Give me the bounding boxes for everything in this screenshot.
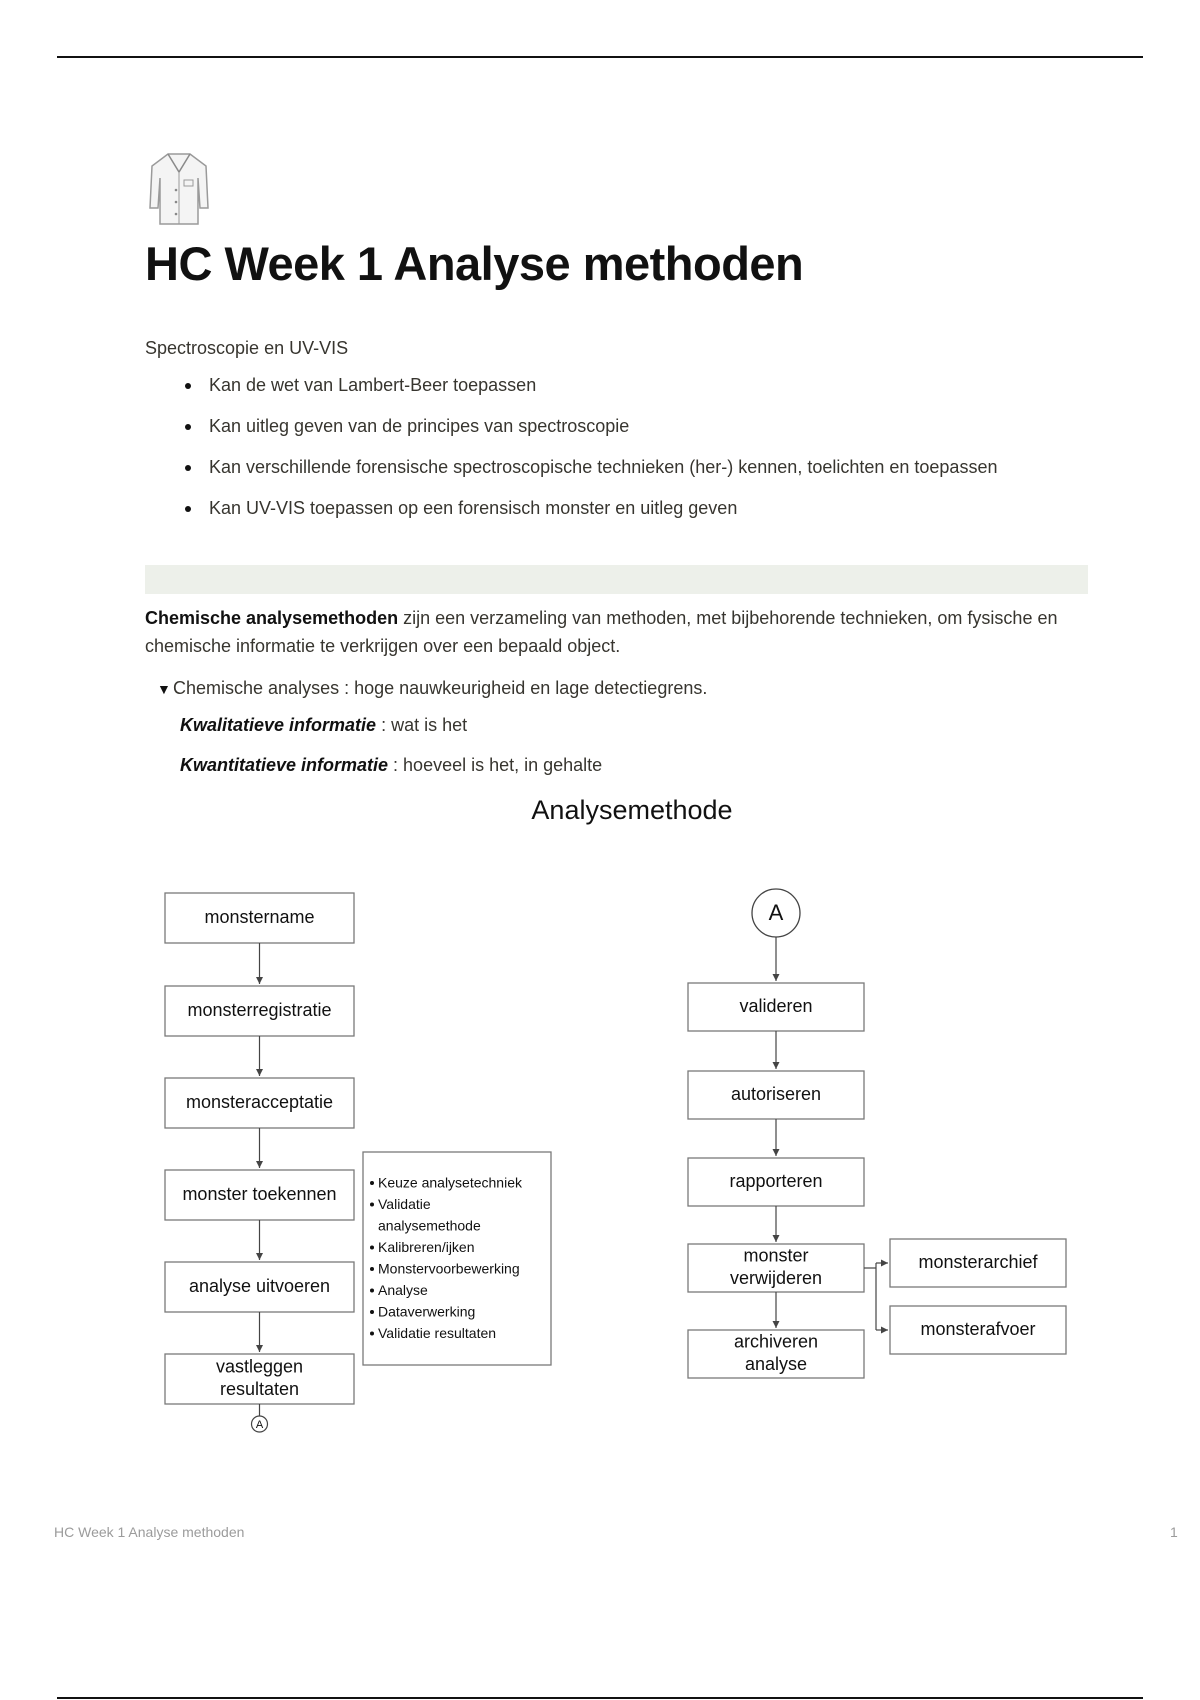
flow-step-box-label: resultaten (219, 1379, 300, 1399)
analysemethode-flowchart (150, 795, 1088, 1455)
flow-step-box-label: monsteracceptatie (185, 1091, 334, 1112)
lab-coat-icon (146, 150, 212, 226)
kwalitatieve-text: : wat is het (376, 715, 468, 735)
footer-title: HC Week 1 Analyse methoden (54, 1524, 245, 1540)
highlight-block (145, 565, 1088, 594)
details-bullet-icon (370, 1310, 374, 1314)
intro-text: zijn een verzameling van methoden, met bijbehorende technieken, om fysische en chemische informatie te verkrijgen over een bepaald object. (145, 608, 1058, 656)
details-bullet-icon (370, 1267, 374, 1271)
list-item-text: Kan verschillende forensische spectroscopische technieken (her-) kennen, toelichten en toepassen (209, 457, 998, 477)
details-item: Validatie (378, 1196, 431, 1213)
toggle-triangle-icon[interactable]: ▼ (157, 681, 171, 697)
details-item: Keuze analysetechniek (378, 1174, 522, 1191)
details-bullet-icon (370, 1246, 374, 1250)
flow-step-box-label: autoriseren (730, 1083, 822, 1104)
details-item: Dataverwerking (378, 1303, 476, 1320)
flow-step-box-label: archiveren (733, 1331, 819, 1352)
bullet-icon (185, 383, 191, 389)
list-item (145, 453, 1045, 481)
footer-page-number: 1 (1170, 1524, 1178, 1540)
flow-step-box-label: rapporteren (729, 1170, 823, 1191)
branch-step-box-label: monsterarchief (918, 1251, 1038, 1272)
details-bullet-icon (370, 1289, 374, 1293)
flow-step-box-label: monster toekennen (182, 1183, 337, 1204)
learning-goals-list (145, 371, 1045, 535)
details-item: Analyse (378, 1282, 428, 1299)
bottom-divider (57, 1697, 1143, 1699)
top-divider (57, 56, 1143, 58)
list-item (145, 412, 1045, 440)
kwalitatieve-label: Kwalitatieve informatie (180, 715, 377, 735)
details-item: Monstervoorbewerking (378, 1260, 520, 1277)
details-bullet-icon (370, 1332, 374, 1336)
flow-step-box-label: analyse uitvoeren (188, 1275, 331, 1296)
kwalitatieve-line (180, 711, 467, 739)
connector-label: A (768, 899, 784, 925)
bullet-icon (185, 424, 191, 430)
list-item-text: Kan de wet van Lambert-Beer toepassen (209, 375, 537, 395)
bullet-icon (185, 506, 191, 512)
flow-step-box-label: monster (743, 1245, 809, 1266)
flow-step-box-label: valideren (739, 995, 813, 1016)
list-item (145, 371, 1045, 399)
list-item (145, 494, 1045, 522)
page-title: HC Week 1 Analyse methoden (145, 237, 804, 290)
intro-bold-term: Chemische analysemethoden (145, 608, 399, 628)
flow-step-box-label: monsterregistratie (187, 999, 332, 1020)
toggle-text: Chemische analyses : hoge nauwkeurigheid en lage detectiegrens. (173, 678, 708, 698)
details-item: Validatie resultaten (378, 1325, 497, 1342)
details-item: analysemethode (378, 1217, 481, 1234)
diagram-title: Analysemethode (531, 795, 733, 826)
details-bullet-icon (370, 1181, 374, 1185)
details-bullet-icon (370, 1203, 374, 1207)
bullet-icon (185, 465, 191, 471)
branch-step-box-label: monsterafvoer (920, 1318, 1036, 1339)
intro-paragraph (145, 604, 1085, 660)
section-subtitle: Spectroscopie en UV-VIS (145, 338, 349, 358)
kwantitatieve-line (180, 751, 602, 779)
list-item-text: Kan UV-VIS toepassen op een forensisch monster en uitleg geven (209, 498, 738, 518)
toggle-chemische-analyses[interactable] (157, 674, 707, 703)
details-item: Kalibreren/ijken (378, 1239, 475, 1256)
flow-step-box-label: vastleggen (215, 1356, 304, 1377)
flow-step-box-label: analyse (744, 1354, 808, 1374)
connector-label-small: A (255, 1418, 264, 1431)
flow-step-box-label: monstername (204, 906, 315, 927)
kwantitatieve-label: Kwantitatieve informatie (180, 755, 389, 775)
flow-step-box-label: verwijderen (729, 1268, 823, 1288)
list-item-text: Kan uitleg geven van de principes van spectroscopie (209, 416, 630, 436)
kwantitatieve-text: : hoeveel is het, in gehalte (388, 755, 603, 775)
